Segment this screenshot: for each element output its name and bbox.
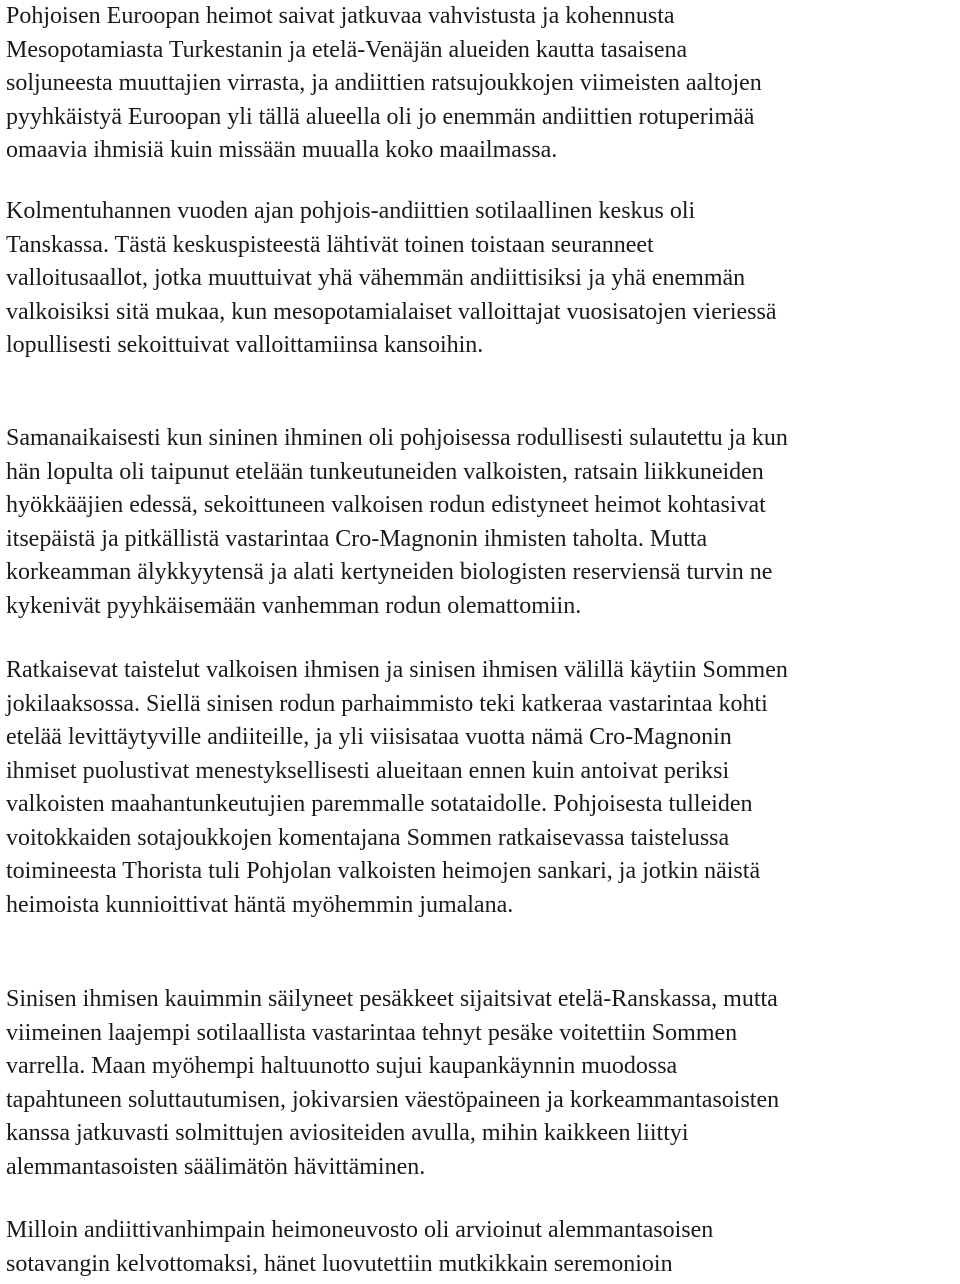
paragraph-1: Pohjoisen Euroopan heimot saivat jatkuvaa vahvistusta ja kohennusta Mesopotamiasta Turkestanin ja etelä-Venäjän alueiden kautta tasaisena soljuneesta muuttajien virrasta, ja andiittien ratsujoukkojen viimeisten aaltojen pyyhkäistyä Euroopan yli tällä alueella oli jo enemmän andiittien rotuperimää omaavia ihmisiä kuin missään muualla koko maailmassa. bbox=[6, 3, 762, 163]
paragraph-5: Sinisen ihmisen kauimmin säilyneet pesäkkeet sijaitsivat etelä-Ranskassa, mutta viimeinen laajempi sotilaallista vastarintaa tehnyt pesäke voitettiin Sommen varrella. Maan myöhempi haltuunotto sujui kaupankäynnin muodossa tapahtuneen soluttautumisen, jokivarsien väestöpaineen ja korkeammantasoisten kanssa jatkuvasti solmittujen aviositeiden avulla, mihin kaikkeen liittyi alemmantasoisten säälimätön hävittäminen. bbox=[6, 986, 780, 1180]
paragraph-4: Ratkaisevat taistelut valkoisen ihmisen ja sinisen ihmisen välillä käytiin Sommen jokilaaksossa. Siellä sinisen rodun parhaimmisto teki katkeraa vastarintaa kohti etelää levittäytyville andiiteille, ja yli viisisataa vuotta nämä Cro-Magnonin ihmiset puolustivat menestyksellisesti alueitaan ennen kuin antoivat periksi valkoisten maahantunkeutujien paremmalle sotataidolle. Pohjoisesta tulleiden voitokkaiden sotajoukkojen komentajana Sommen ratkaisevassa taistelussa toimineesta Thorista tuli Pohjolan valkoisten heimojen sankari, ja jotkin näistä heimoista kunnioittivat häntä myöhemmin jumalana. bbox=[6, 657, 788, 918]
paragraph-3: Samanaikaisesti kun sininen ihminen oli pohjoisessa rodullisesti sulautettu ja kun hän lopulta oli taipunut etelään tunkeutuneiden valkoisten, ratsain liikkuneiden hyökkääjien edessä, sekoittuneen valkoisen rodun edistyneet heimot kohtasivat itsepäistä ja pitkällistä vastarintaa Cro-Magnonin ihmisten taholta. Mutta korkeamman älykkyytensä ja alati kertyneiden biologisten reserviensä turvin ne kykenivät pyyhkäisemään vanhemman rodun olemattomiin. bbox=[6, 425, 788, 619]
paragraph-6: Milloin andiittivanhimpain heimoneuvosto oli arvioinut alemmantasoisen sotavangin kelvottomaksi, hänet luovutettiin mutkikkain seremonioin bbox=[6, 1217, 714, 1277]
paragraph-2: Kolmentuhannen vuoden ajan pohjois-andiittien sotilaallinen keskus oli Tanskassa. Tästä keskuspisteestä lähtivät toinen toistaan seuranneet valloitusaallot, jotka muuttuivat yhä vähemmän andiittisiksi ja yhä enemmän valkoisiksi sitä mukaa, kun mesopotamialaiset valloittajat vuosisatojen vieriessä lopullisesti sekoittuivat valloittamiinsa kansoihin. bbox=[6, 198, 777, 358]
